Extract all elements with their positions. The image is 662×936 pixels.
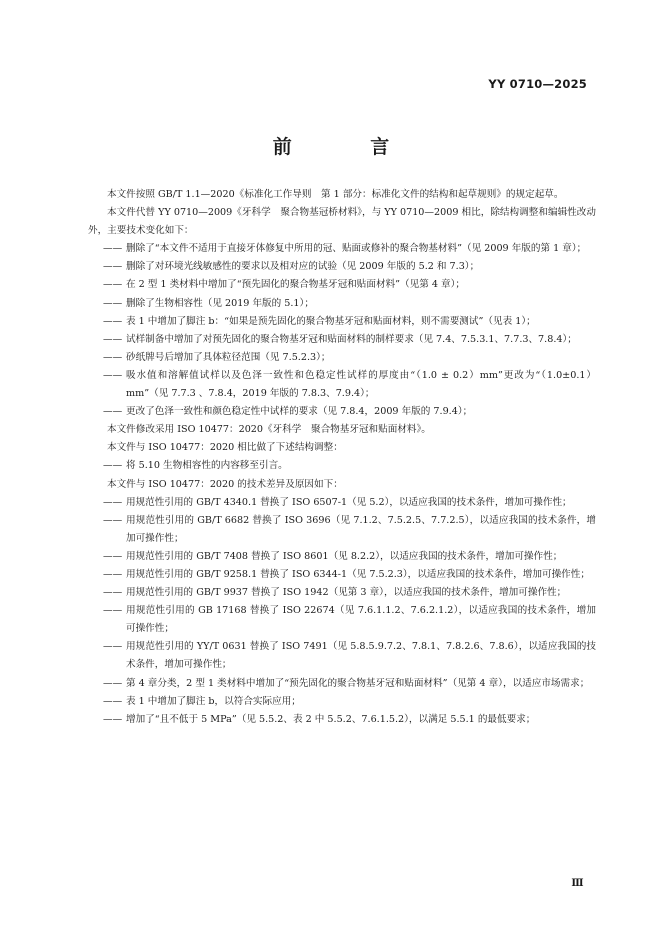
list-item (88, 457, 596, 475)
list-item-text: 删除了生物相容性（见 2019 年版的 5.1）； (126, 297, 314, 309)
paragraph: 本文件修改采用 ISO 10477：2020《牙科学 聚合物基牙冠和贴面材料》。 (107, 424, 431, 436)
list-item (88, 276, 596, 294)
list-dash: —— (103, 695, 123, 707)
list-item-text: 吸水值和溶解值试样以及色泽一致性和色稳定性试样的厚度由“（1.0 ± 0.2）mm”更改为“（1.0±0.1）mm”（见 7.7.3 、7.8.4，2019 年版的 7.8.3、7.9.4）； (126, 369, 596, 400)
list-item-text: 试样制备中增加了对预先固化的聚合物基牙冠和贴面材料的制样要求（见 7.4、7.5.3.1、7.7.3、7.8.4）； (126, 333, 577, 345)
list-item-text: 用规范性引用的 GB/T 9937 替换了 ISO 1942（见第 3 章），以适应我国的技术条件，增加可操作性； (126, 587, 567, 599)
list-dash: —— (103, 496, 123, 508)
list-item (88, 566, 596, 584)
list-dash: —— (103, 406, 123, 418)
paragraph: 本文件代替 YY 0710—2009《牙科学 聚合物基冠桥材料》，与 YY 0710—2009 相比，除结构调整和编辑性改动外，主要技术变化如下： (88, 207, 596, 237)
list-dash: —— (103, 587, 123, 599)
list-item-text: 用规范性引用的 GB/T 4340.1 替换了 ISO 6507-1（见 5.2），以适应我国的技术条件，增加可操作性； (126, 496, 572, 508)
list-item (88, 675, 596, 693)
standard-number: YY 0710—2025 (488, 77, 587, 91)
list-item (88, 367, 596, 403)
list-dash: —— (103, 460, 123, 472)
list-dash: —— (103, 568, 123, 580)
list-item (88, 258, 596, 276)
list-item-text: 用规范性引用的 GB/T 6682 替换了 ISO 3696（见 7.1.2、7.5.2.5、7.7.2.5），以适应我国的技术条件，增加可操作性； (126, 514, 596, 544)
list-dash: —— (103, 261, 123, 273)
list-dash: —— (103, 333, 123, 345)
list-item-text: 第 4 章分类，2 型 1 类材料中增加了“预先固化的聚合物基牙冠和贴面材料”（见第 4 章），以适应市场需求； (126, 677, 590, 689)
list-item (88, 512, 596, 548)
list-dash: —— (103, 641, 123, 653)
list-item-text: 用规范性引用的 GB/T 9258.1 替换了 ISO 6344-1（见 7.5.2.3），以适应我国的技术条件，增加可操作性； (126, 568, 590, 580)
document-body (88, 186, 596, 729)
list-item (88, 331, 596, 349)
list-dash: —— (103, 279, 123, 291)
list-item-text: 删除了对环境光线敏感性的要求以及相对应的试验（见 2009 年版的 5.2 和 7.3）； (126, 261, 480, 273)
list-item (88, 403, 596, 421)
list-dash: —— (103, 713, 123, 725)
list-item-text: 表 1 中增加了脚注 b，以符合实际应用； (126, 695, 301, 707)
list-item (88, 313, 596, 331)
list-item (88, 584, 596, 602)
list-dash: —— (103, 514, 123, 526)
list-item-text: 表 1 中增加了脚注 b：“如果是预先固化的聚合物基牙冠和贴面材料，则不需要测试”（见表 1）； (126, 315, 536, 327)
list-item-text: 在 2 型 1 类材料中增加了“预先固化的聚合物基牙冠和贴面材料”（见第 4 章）； (126, 279, 466, 291)
list-dash: —— (103, 315, 123, 327)
list-dash: —— (103, 243, 123, 255)
list-dash: —— (103, 297, 123, 309)
list-item (88, 548, 596, 566)
list-dash: —— (103, 550, 123, 562)
page-number: Ⅲ (571, 878, 584, 889)
list-dash: —— (103, 677, 123, 689)
list-item (88, 349, 596, 367)
list-item-text: 砂纸牌号后增加了具体粒径范围（见 7.5.2.3）； (126, 351, 331, 363)
list-item-text: 用规范性引用的 GB 17168 替换了 ISO 22674（见 7.6.1.1.2、7.6.2.1.2），以适应我国的技术条件，增加可操作性； (126, 605, 596, 635)
list-item (88, 295, 596, 313)
list-item-text: 用规范性引用的 YY/T 0631 替换了 ISO 7491（见 5.8.5.9.7.2、7.8.1、7.8.2.6、7.8.6），以适应我国的技术条件，增加可操作性； (126, 641, 596, 671)
list-item (88, 638, 596, 674)
list-dash: —— (103, 605, 123, 617)
list-item-text: 将 5.10 生物相容性的内容移至引言。 (126, 460, 288, 472)
list-item (88, 711, 596, 729)
list-item (88, 240, 596, 258)
page-title: 前 言 (272, 136, 426, 158)
list-item (88, 494, 596, 512)
list-dash: —— (103, 369, 123, 381)
list-item-text: 增加了“且不低于 5 MPa”（见 5.5.2、表 2 中 5.5.2、7.6.1.5.2），以满足 5.5.1 的最低要求； (126, 713, 536, 725)
paragraph: 本文件与 ISO 10477：2020 相比做了下述结构调整： (107, 442, 343, 454)
list-dash: —— (103, 351, 123, 363)
list-item-text: 更改了色泽一致性和颜色稳定性中试样的要求（见 7.8.4，2009 年版的 7.9.4）； (126, 406, 473, 418)
paragraph: 本文件与 ISO 10477：2020 的技术差异及原因如下： (107, 478, 343, 490)
list-item-text: 用规范性引用的 GB/T 7408 替换了 ISO 8601（见 8.2.2），以适应我国的技术条件，增加可操作性； (126, 550, 563, 562)
list-item-text: 删除了“本文件不适用于直接牙体修复中所用的冠、贴面或修补的聚合物基材料”（见 2009 年版的第 1 章）； (126, 243, 587, 255)
list-item (88, 693, 596, 711)
paragraph: 本文件按照 GB/T 1.1—2020《标准化工作导则 第 1 部分：标准化文件的结构和起草规则》的规定起草。 (107, 189, 564, 200)
list-item (88, 602, 596, 638)
